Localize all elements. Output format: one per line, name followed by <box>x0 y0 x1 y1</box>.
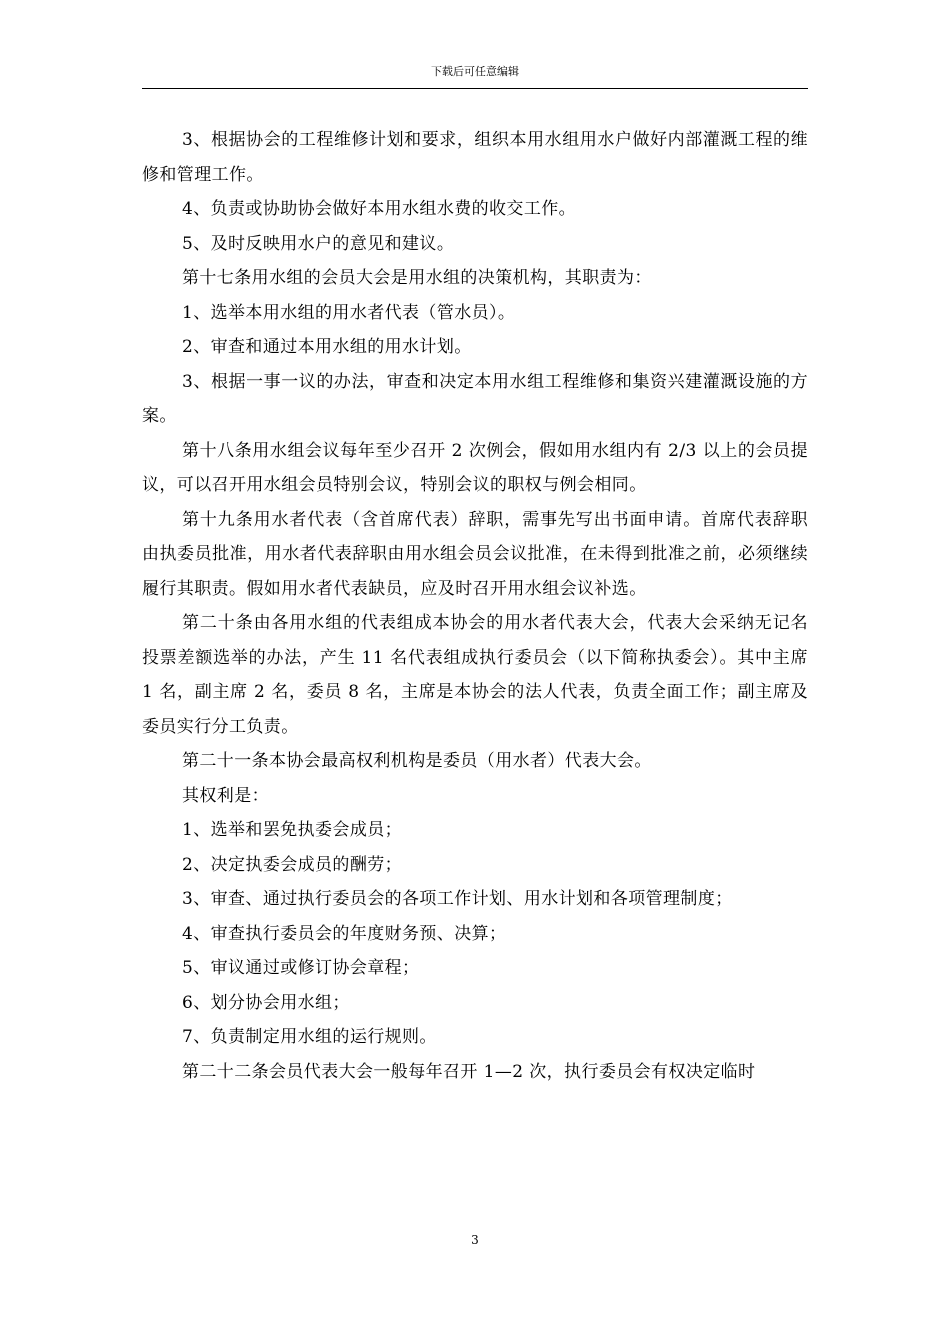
paragraph: 7、负责制定用水组的运行规则。 <box>182 1027 437 1047</box>
paragraph: 5、及时反映用水户的意见和建议。 <box>182 233 455 254</box>
paragraph: 2、决定执委会成员的酬劳； <box>182 854 403 875</box>
paragraph: 3、根据协会的工程维修计划和要求，组织本用水组用水户做好内部灌溉工程的维修和管理工作。 <box>142 130 808 185</box>
paragraph: 第二十条由各用水组的代表组成本协会的用水者代表大会，代表大会采纳无记名投票差额选举的办法，产生 11 名代表组成执行委员会（以下简称执委会）。其中主席 1 名，副主席 2 名，委员 8 名，主席是本协会的法人代表，负责全面工作；副主席及委员实行分工负责。 <box>142 613 808 737</box>
paragraph: 第二十二条会员代表大会一般每年召开 1—2 次，执行委员会有权决定临时 <box>182 1061 756 1082</box>
paragraph: 5、审议通过或修订协会章程； <box>182 958 420 978</box>
paragraph: 1、选举本用水组的用水者代表（管水员）。 <box>182 302 516 323</box>
paragraph: 第十八条用水组会议每年至少召开 2 次例会，假如用水组内有 2/3 以上的会员提议，可以召开用水组会员特别会议，特别会议的职权与例会相同。 <box>142 440 808 495</box>
document-body <box>142 123 808 1089</box>
paragraph: 第二十一条本协会最高权利机构是委员（用水者）代表大会。 <box>182 751 652 771</box>
paragraph: 1、选举和罢免执委会成员； <box>182 820 403 840</box>
header-divider <box>142 88 808 89</box>
paragraph: 3、根据一事一议的办法，审查和决定本用水组工程维修和集资兴建灌溉设施的方案。 <box>142 371 808 426</box>
paragraph: 3、审查、通过执行委员会的各项工作计划、用水计划和各项管理制度； <box>182 889 733 909</box>
paragraph: 第十九条用水者代表（含首席代表）辞职，需事先写出书面申请。首席代表辞职由执委员批准，用水者代表辞职由用水组会员会议批准，在未得到批准之前，必须继续履行其职责。假如用水者代表缺员，应及时召开用水组会议补选。 <box>142 509 808 599</box>
paragraph: 第十七条用水组的会员大会是用水组的决策机构，其职责为： <box>182 268 652 288</box>
page-number: 3 <box>471 1233 479 1247</box>
page-header: 下载后可任意编辑 <box>431 65 519 78</box>
paragraph: 4、负责或协助协会做好本用水组水费的收交工作。 <box>182 199 577 219</box>
paragraph: 4、审查执行委员会的年度财务预、决算； <box>182 923 507 944</box>
paragraph: 6、划分协会用水组； <box>182 992 350 1013</box>
paragraph: 2、审查和通过本用水组的用水计划。 <box>182 337 472 357</box>
paragraph: 其权利是： <box>182 785 269 806</box>
